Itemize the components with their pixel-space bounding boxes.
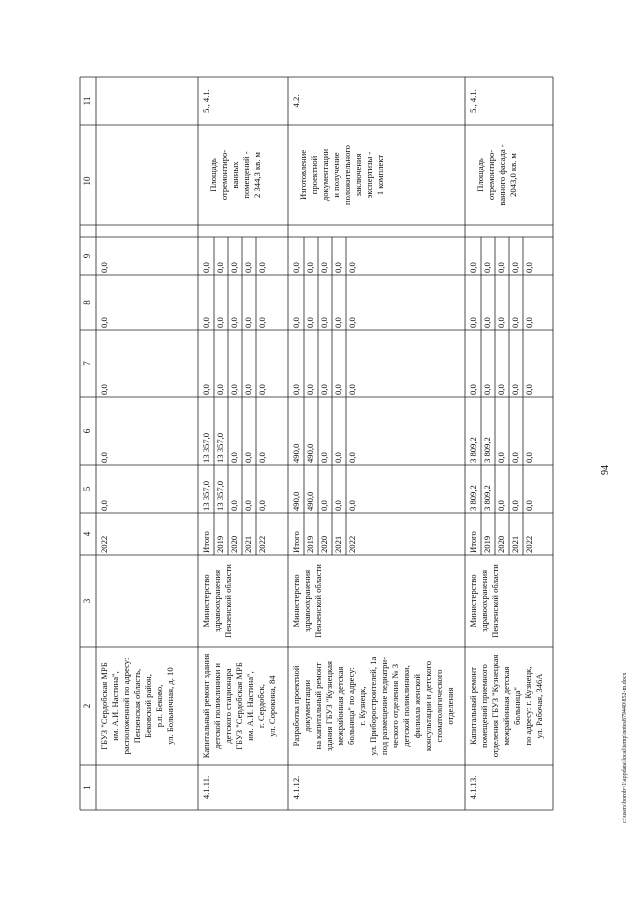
row-value: 0,0 [305,262,315,273]
row-indicator-line: экспертизы - [364,151,374,199]
row-value: 0,0 [468,384,478,395]
row-executor-line: Министерство [201,574,211,628]
row-name-line: здания ГБУЗ "Кузнецкая [324,661,334,751]
row-value: 0,0 [482,262,492,273]
row-name-line: детского стационара [223,668,233,744]
row-year: 2022 [524,535,534,553]
row-value: 0,0 [229,262,239,273]
row-value: 0,0 [496,262,506,273]
row-reference: 4.2. [291,94,301,108]
row-indicator-line: проектной [309,155,319,195]
row-value: 0,0 [243,452,253,463]
row-year: 2022 [257,535,267,553]
row-name-line: Разработка проектной [291,665,301,747]
row-year: Итого [291,531,301,553]
row-name-line: г. Кузнецк, [357,686,367,726]
page-number: 94 [600,465,611,475]
header-col-number: 9 [82,253,92,259]
row-value: 0,0 [257,384,267,395]
row-value: 0,0 [333,317,343,328]
row-name-line: ГБУЗ "Сердобская МРБ [99,662,109,750]
row-value: 490,0 [305,443,315,463]
row-indicator-line: 2 344,3 кв. м [252,152,262,198]
row-value: 0,0 [99,452,109,463]
row-value: 0,0 [333,262,343,273]
row-name-line: ГБУЗ "Сердобская МРБ [234,662,244,750]
row-value: 0,0 [524,452,534,463]
row-value: 0,0 [229,317,239,328]
header-col-number: 11 [82,96,92,106]
row-value: 0,0 [201,317,211,328]
row-indicator-line: документации [320,148,330,202]
row-year: 2021 [333,535,343,553]
row-indicator-line: Площадь [475,158,485,192]
row-reference: 5., 4.1. [201,89,211,113]
row-reference: 5., 4.1. [468,89,478,113]
row-name-line: документации [302,679,312,733]
row-name-line: расположенной по адресу: [121,657,131,755]
row-year: 2021 [243,535,253,553]
row-year: 2019 [305,535,315,553]
row-value: 0,0 [482,384,492,395]
row-year: 2020 [229,535,239,553]
row-value: 0,0 [291,317,301,328]
row-executor-line: здравоохранения [212,569,222,633]
row-value: 13 357,0 [215,480,225,511]
row-value: 0,0 [347,384,357,395]
row-value: 0,0 [305,384,315,395]
row-name [99,649,176,763]
row-value: 0,0 [347,452,357,463]
row-value: 0,0 [510,500,520,511]
row-name-line: на капитальный ремонт [313,662,323,750]
header-col-number: 4 [82,531,92,537]
row-value: 13 357,0 [215,432,225,463]
row-value: 0,0 [229,452,239,463]
row-executor-line: здравоохранения [479,569,489,633]
row-name-line: Бековский район, [143,674,153,738]
row-name-line: больница" [512,687,522,725]
header-col-number: 2 [82,703,92,709]
row-executor-line: Пензенской области [490,564,500,638]
row-value: 0,0 [347,317,357,328]
row-value: 3 809,2 [468,485,478,511]
row-year: 2019 [482,535,492,553]
row-value: 0,0 [524,500,534,511]
row-value: 0,0 [333,452,343,463]
header-col-number: 8 [82,300,92,305]
header-col-number: 5 [82,486,92,492]
header-col-number: 3 [82,598,92,604]
row-value: 13 357,0 [201,432,211,463]
row-value: 0,0 [510,384,520,395]
row-value: 0,0 [496,500,506,511]
header-col-number: 1 [82,785,92,790]
row-value: 13 357,0 [201,480,211,511]
row-value: 0,0 [524,262,534,273]
row-name-line: консультации и детского [423,661,433,752]
row-indicator [208,127,263,223]
row-indicator [298,127,386,223]
row-value: 3 809,2 [468,437,478,463]
row-value: 0,0 [510,262,520,273]
row-value: 0,0 [333,384,343,395]
row-value: 0,0 [291,384,301,395]
row-indicator-line: и получение [331,152,341,198]
row-name-line: им. А.И. Настина", [245,671,255,741]
row-executor [201,557,234,645]
row-indicator-line: отремонтиро- [486,149,496,201]
row-value: 0,0 [347,500,357,511]
row-value: 0,0 [201,262,211,273]
row-indicator-line: помещений - [241,151,251,199]
row-executor-line: Министерство [291,574,301,628]
row-value: 0,0 [257,262,267,273]
row-year: Итого [468,531,478,553]
row-name-line: межрайонная детская [335,666,345,746]
row-value: 0,0 [333,500,343,511]
row-name-line: отделения ГБУЗ "Кузнецкая [490,654,500,758]
row-value: 0,0 [215,384,225,395]
row-executor [291,557,324,645]
row-value: 0,0 [319,384,329,395]
row-name-line: Капитальный ремонт [468,667,478,745]
row-number: 4.1.13. [468,775,478,800]
row-year: 2021 [510,535,520,553]
row-value: 0,0 [482,317,492,328]
row-name-line: Пензенская область, [132,668,142,744]
row-value: 0,0 [243,384,253,395]
row-year: 2020 [496,535,506,553]
row-indicator-line: Изготовление [298,149,308,201]
row-name-line: больница" по адресу: [346,667,356,745]
row-value: 0,0 [229,500,239,511]
row-year: 2020 [319,535,329,553]
row-name-line: р.п. Беково, [154,684,164,728]
header-col-number: 7 [82,361,92,366]
row-value: 0,0 [305,317,315,328]
row-name-line: г. Сердобск, [256,684,266,728]
row-number: 4.1.12. [291,775,301,800]
row-value: 0,0 [496,452,506,463]
row-value: 490,0 [291,491,301,511]
row-value: 0,0 [215,262,225,273]
row-number: 4.1.11. [201,775,211,800]
row-value: 0,0 [99,500,109,511]
row-name-line: ческого отделения № 3 [390,664,400,749]
row-value: 0,0 [468,262,478,273]
row-name-line: отделения [445,687,455,725]
row-value: 0,0 [319,452,329,463]
row-name-line: Капитальный ремонт здания [201,653,211,759]
row-value: 0,0 [524,384,534,395]
row-value: 0,0 [99,262,109,273]
row-name-line: помещений приемного [479,664,489,748]
row-value: 0,0 [243,262,253,273]
row-value: 0,0 [347,262,357,273]
row-value: 0,0 [510,317,520,328]
row-year: 2022 [347,535,357,553]
row-value: 0,0 [243,317,253,328]
row-year: Итого [201,531,211,553]
row-name-line: ул. Рабочая, 346А [534,673,544,739]
row-value: 0,0 [319,317,329,328]
row-value: 0,0 [257,452,267,463]
row-value: 3 809,2 [482,485,492,511]
row-indicator-line: 1 комплект [375,154,385,196]
row-indicator-line: заключения [353,153,363,197]
row-value: 0,0 [257,500,267,511]
row-indicator-line: Площадь [208,158,218,192]
row-indicator-line: положительного [342,145,352,205]
row-indicator-line: ванных [230,161,240,189]
row-name [291,649,456,763]
row-executor-line: Министерство [468,574,478,628]
row-value: 0,0 [319,500,329,511]
row-name-line: им. А.И. Настина", [110,671,120,741]
row-executor-line: Пензенской области [223,564,233,638]
row-name-line: детской поликлиники, [401,665,411,747]
header-col-number: 6 [82,428,92,434]
row-value: 0,0 [496,384,506,395]
row-value: 0,0 [215,317,225,328]
row-indicator [475,127,519,223]
footer-path: c:\users\borob~1\appdata\local\temp\notes879440\852-m.docx [622,672,628,823]
header-col-number: 10 [82,176,92,186]
row-executor-line: здравоохранения [302,569,312,633]
row-name-line: стоматологического [434,669,444,743]
row-year: 2022 [99,535,109,553]
row-value: 0,0 [524,317,534,328]
row-value: 490,0 [291,443,301,463]
row-value: 490,0 [305,491,315,511]
row-value: 3 809,2 [482,437,492,463]
row-name-line: филиала женской [412,674,422,738]
row-name-line: по адресу: г. Кузнецк, [523,666,533,746]
row-value: 0,0 [468,317,478,328]
row-value: 0,0 [243,500,253,511]
row-value: 0,0 [201,384,211,395]
row-value: 0,0 [510,452,520,463]
row-value: 0,0 [99,384,109,395]
row-name-line: межрайонная детская [501,666,511,746]
row-value: 0,0 [257,317,267,328]
row-name-line: детской поликлиники и [212,662,222,750]
row-name-line: ул. Сорокина, 84 [267,675,277,737]
row-name [201,649,278,763]
row-value: 0,0 [319,262,329,273]
row-name [468,649,545,763]
row-year: 2019 [215,535,225,553]
row-value: 0,0 [291,262,301,273]
row-executor [468,557,501,645]
row-value: 0,0 [229,384,239,395]
row-executor-line: Пензенской области [313,564,323,638]
row-name-line: ул. Больничная, д. 10 [165,667,175,745]
row-value: 0,0 [496,317,506,328]
row-indicator-line: ванного фасада - [497,144,507,206]
row-indicator-line: отремонтиро- [219,149,229,201]
row-name-line: под размещение педиатри- [379,657,389,755]
row-indicator-line: 2043,0 кв. м [508,153,518,197]
row-value: 0,0 [99,317,109,328]
row-name-line: ул. Приборостроителей, 1а [368,656,378,756]
